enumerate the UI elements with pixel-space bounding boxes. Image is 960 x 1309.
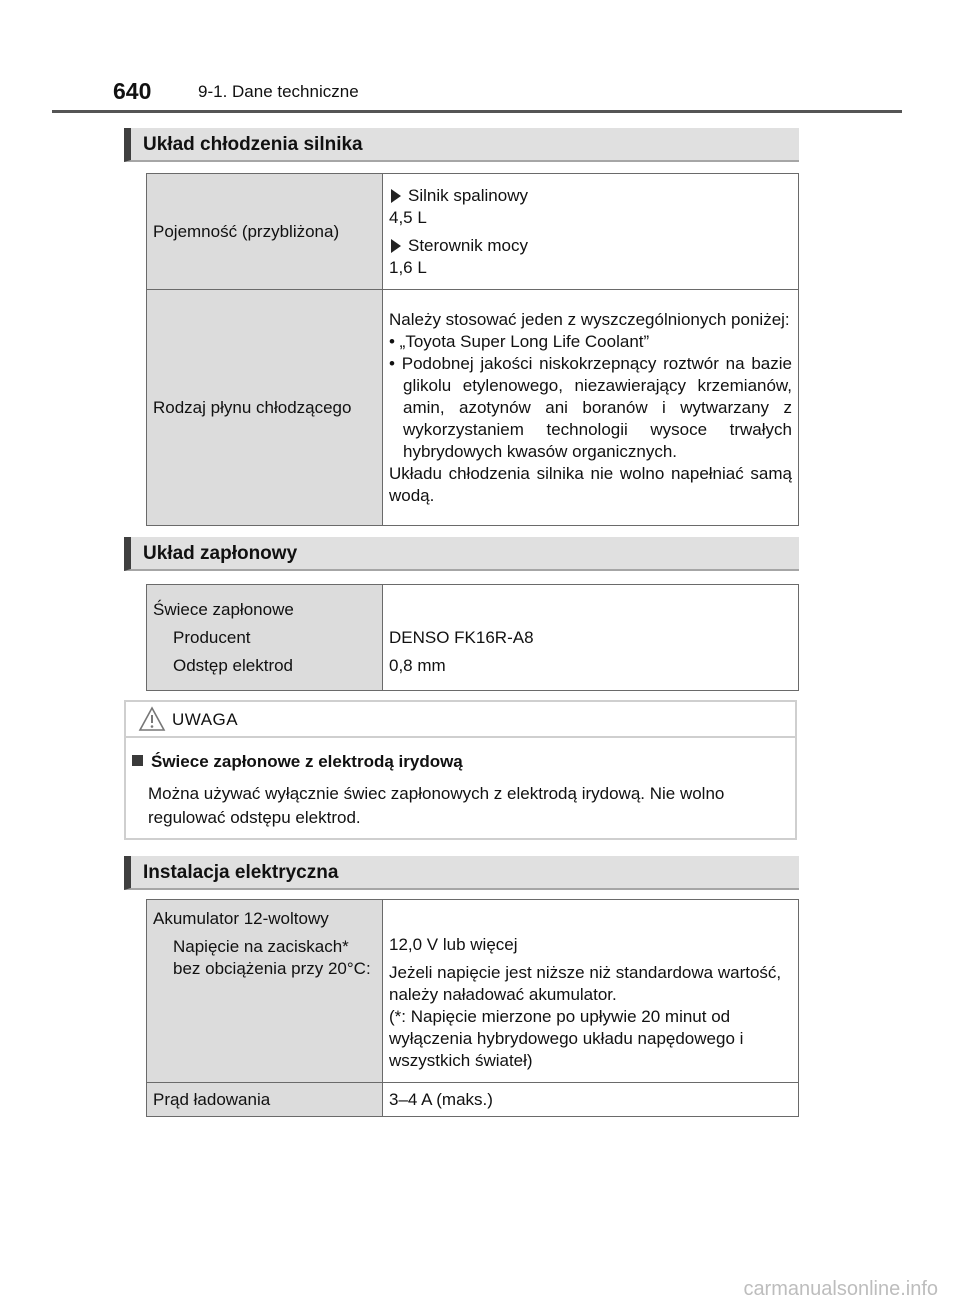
arrow-right-icon: [391, 189, 401, 203]
gap-label: Odstęp elektrod: [173, 655, 294, 675]
warning-triangle-icon: [138, 706, 166, 732]
warning-subtitle: Świece zapłonowe z elektrodą irydową: [151, 752, 463, 771]
electrical-table: [146, 899, 799, 1117]
warning-title: UWAGA: [172, 710, 239, 729]
battery-values: [383, 900, 799, 1083]
battery-label: Akumulator 12-woltowy: [153, 909, 329, 928]
section-electrical: [124, 856, 799, 890]
list-item: [389, 185, 792, 207]
voltage-label: Napięcie na zaciskach* bez obciążenia przy 20°C:: [173, 937, 371, 978]
list-item: [389, 235, 792, 257]
header-rule: [52, 110, 902, 113]
warning-box: [124, 700, 797, 840]
capacity-values: [383, 174, 799, 290]
arrow-right-icon: [391, 239, 401, 253]
spark-plugs-values: [383, 585, 799, 691]
page-number: 640: [113, 78, 152, 104]
producer-value: DENSO FK16R-A8: [389, 627, 534, 647]
coolant-label: Rodzaj płynu chłodzącego: [147, 290, 383, 526]
voltage-note: Jeżeli napięcie jest niższe niż standardowa wartość, należy naładować akumulator.: [389, 963, 782, 1004]
section-ignition-title: Układ zapłonowy: [143, 543, 298, 564]
table-row: [147, 585, 799, 691]
coolant-intro: Należy stosować jeden z wyszczególnionych poniżej:: [389, 309, 790, 329]
section-cooling: [124, 128, 799, 162]
voltage-footnote: (*: Napięcie mierzone po upływie 20 minut od wyłączenia hybrydowego układu napędowego i wszystkich świateł): [389, 1007, 744, 1070]
table-row: [147, 900, 799, 1083]
charge-current-label: Prąd ładowania: [147, 1083, 383, 1117]
section-cooling-title: Układ chłodzenia silnika: [143, 134, 363, 155]
warning-header: [126, 702, 795, 738]
spark-plugs-label: Świece zapłonowe: [153, 599, 294, 619]
watermark: carmanualsonline.info: [743, 1278, 938, 1300]
warning-body: Można używać wyłącznie świec zapłonowych z elektrodą irydową. Nie wolno regulować odstępu elektrod.: [148, 784, 725, 827]
inverter-value: 1,6 L: [389, 257, 427, 277]
charge-current-value: 3–4 A (maks.): [383, 1083, 799, 1117]
coolant-bullet-equivalent: • Podobnej jakości niskokrzepnący roztwór na bazie glikolu etylenowego, niezawierający krzemianów, amin, azotynów ani boranów i wytwarzany z wykorzystaniem technologii wysoce trwałych hybrydowych kwasów organicznych.: [389, 353, 792, 461]
capacity-label: Pojemność (przybliżona): [147, 174, 383, 290]
coolant-values: [383, 290, 799, 526]
cooling-table: [146, 173, 799, 526]
square-bullet-icon: [132, 755, 143, 766]
voltage-value: 12,0 V lub więcej: [389, 935, 518, 954]
gap-value: 0,8 mm: [389, 655, 446, 675]
engine-label: Silnik spalinowy: [408, 185, 528, 205]
coolant-bullet-toyota: • „Toyota Super Long Life Coolant”: [389, 331, 650, 351]
table-row: [147, 290, 799, 526]
table-row: [147, 1083, 799, 1117]
engine-value: 4,5 L: [389, 207, 427, 227]
battery-labels: [147, 900, 383, 1083]
section-ignition: [124, 537, 799, 571]
inverter-label: Sterownik mocy: [408, 235, 528, 255]
coolant-note: Układu chłodzenia silnika nie wolno napełniać samą wodą.: [389, 463, 792, 505]
chapter-title: 9-1. Dane techniczne: [198, 82, 359, 101]
section-electrical-title: Instalacja elektryczna: [143, 862, 339, 883]
table-row: [147, 174, 799, 290]
warning-subtitle-row: [132, 752, 463, 772]
spark-plugs-labels: [147, 585, 383, 691]
ignition-table: [146, 584, 799, 691]
producer-label: Producent: [173, 627, 251, 647]
